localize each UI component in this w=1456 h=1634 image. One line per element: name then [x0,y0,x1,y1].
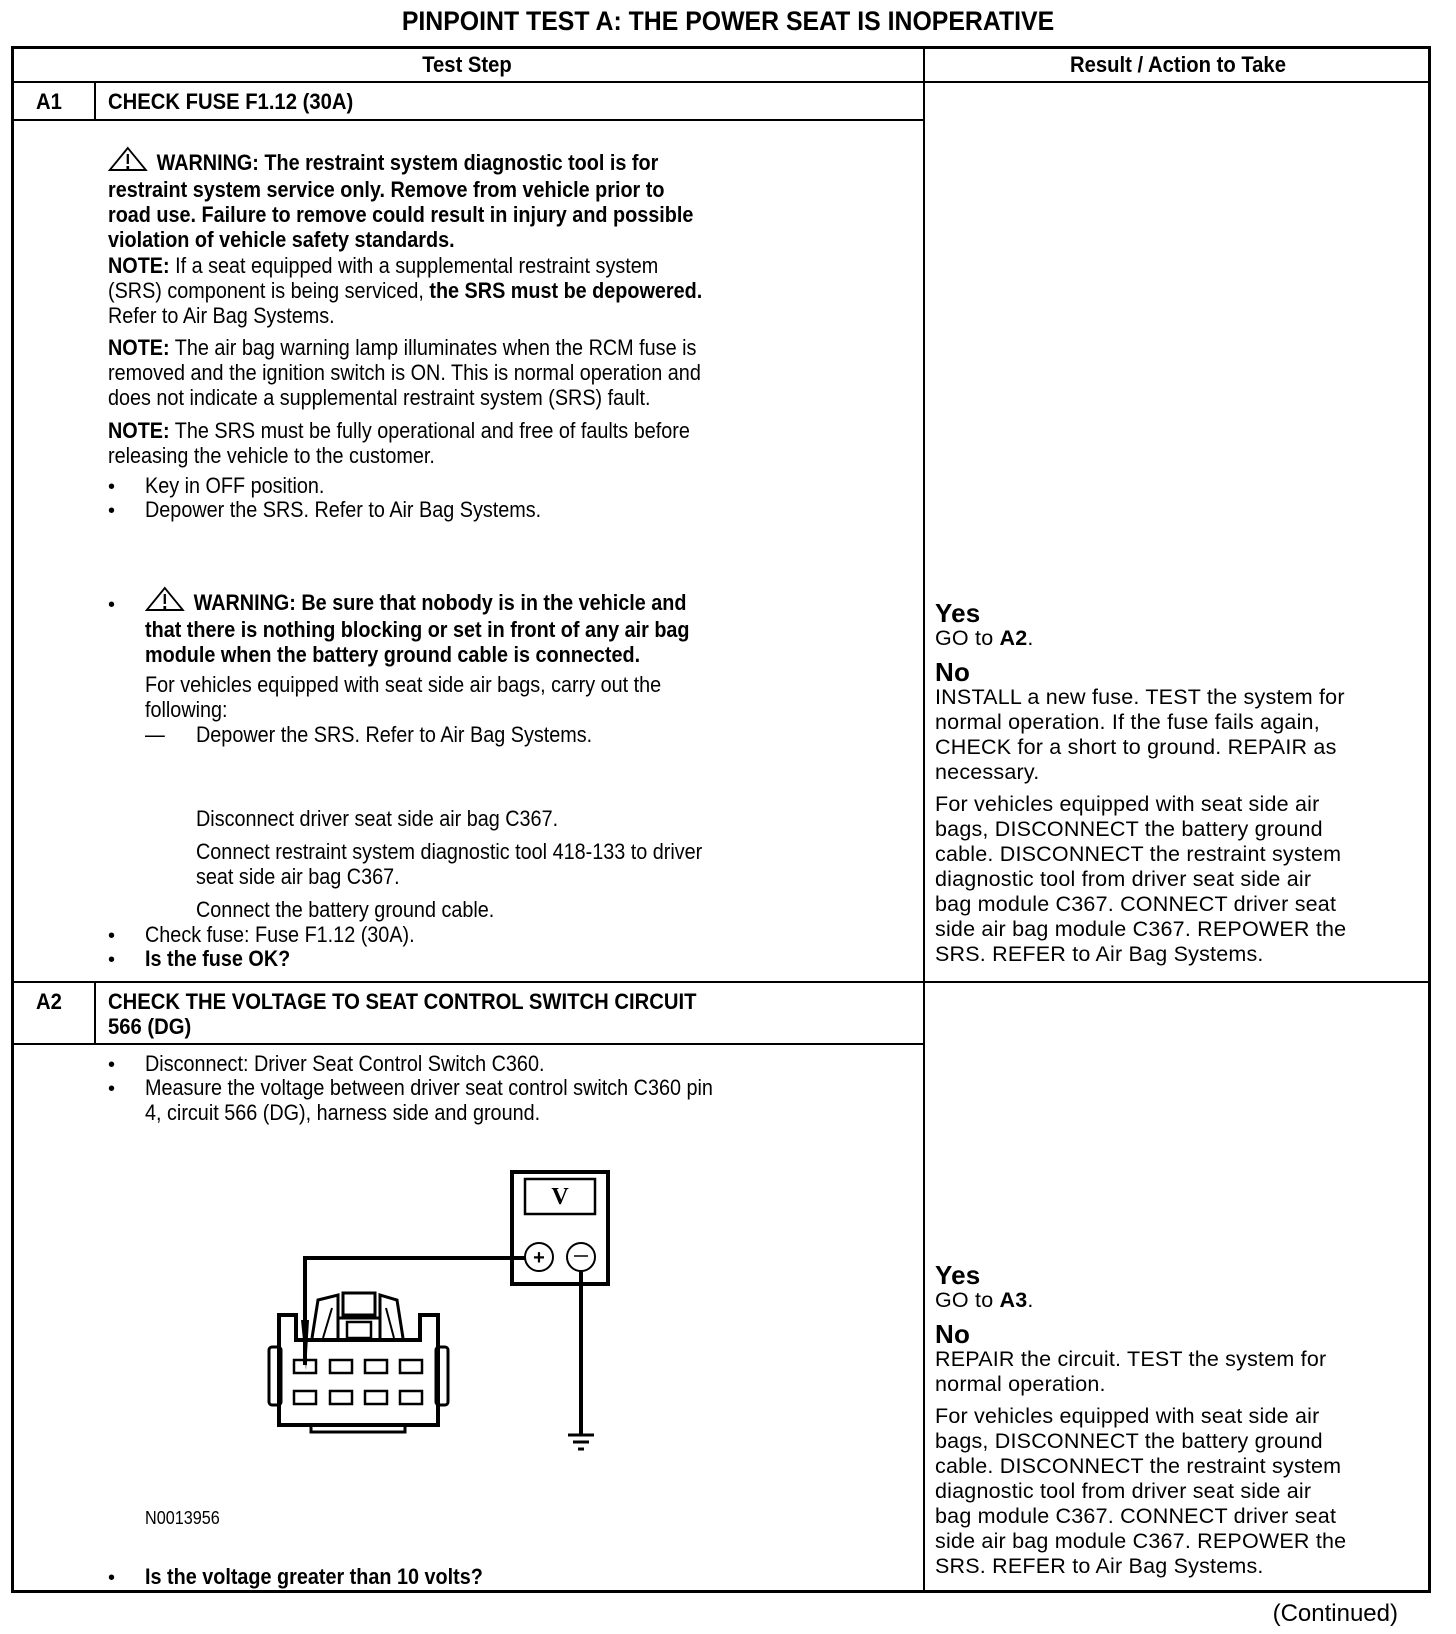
step-item: Check fuse: Fuse F1.12 (30A). [145,922,415,947]
step-title-a1: CHECK FUSE F1.12 (30A) [108,89,354,114]
bullet-dot: • [108,1054,116,1076]
result-no-action: INSTALL a new fuse. TEST the system for normal operation. If the fuse fails again, CHECK for a short to ground. REPAIR as necessary. [935,685,1345,784]
step-item: Disconnect: Driver Seat Control Switch C360. [145,1051,545,1076]
connector-c360-icon [269,1293,448,1432]
result-seat-side-action: For vehicles equipped with seat side air bags, DISCONNECT the battery ground cable. DISCONNECT the restraint system diagnostic tool from driver seat side air bag module C367. CONNECT driver seat side air bag module C367. REPOWER the SRS. REFER to Air Bag Systems. [935,792,1347,966]
step-id-divider-a2 [94,982,96,1044]
step-id-divider-a1 [94,82,96,120]
sub-step: Connect restraint system diagnostic tool 418-133 to driver seat side air bag C367. [196,839,703,889]
sub-step: Disconnect driver seat side air bag C367. [196,806,559,831]
note-srs-operational: NOTE: The SRS must be fully operational and free of faults before releasing the vehicle to the customer. [108,418,690,468]
a2-title-divider [11,1043,923,1045]
svg-text:V: V [551,1184,569,1210]
ground-symbol-icon [568,1435,594,1449]
warning-triangle-icon [108,146,148,177]
continued-label: (Continued) [1272,1600,1398,1627]
bullet-dot: • [108,949,116,971]
result-yes-action: GO to A2. [935,626,1034,650]
result-seat-side-action: For vehicles equipped with seat side air bags, DISCONNECT the battery ground cable. DISCONNECT the restraint system diagnostic tool from driver seat side air bag module C367. CONNECT driver seat side air bag module C367. REPOWER the SRS. REFER to Air Bag Systems. [935,1404,1347,1578]
dash-marker: — [145,722,165,747]
header-result-action: Result / Action to Take [1070,52,1286,77]
page-title: PINPOINT TEST A: THE POWER SEAT IS INOPERATIVE [401,6,1055,36]
bullet-dot: • [108,594,116,616]
step-item: Key in OFF position. [145,473,325,498]
warning-block-2: WARNING: Be sure that nobody is in the vehicle and that there is nothing blocking or set in front of any air bag module when the battery ground cable is connected. [145,586,690,667]
result-a1 [935,600,1346,967]
bullet-dot: • [108,1567,116,1589]
figure-id: N0013956 [145,1508,220,1528]
step-title-a2: CHECK THE VOLTAGE TO SEAT CONTROL SWITCH CIRCUIT 566 (DG) [108,989,697,1039]
step-item: Depower the SRS. Refer to Air Bag Systems. [145,497,542,522]
result-no-action: REPAIR the circuit. TEST the system for normal operation. [935,1347,1327,1396]
note-srs-depower: NOTE: If a seat equipped with a supplemental restraint system (SRS) component is being serviced, the SRS must be depowered. Refer to Air Bag Systems. [108,253,703,328]
dash-item: Depower the SRS. Refer to Air Bag Systems. [196,722,593,747]
seat-side-intro: For vehicles equipped with seat side air bags, carry out the following: [145,672,662,722]
result-yes-label: Yes [935,598,981,628]
bullet-dot: • [108,925,116,947]
bullet-dot: • [108,500,116,522]
result-a2 [935,1262,1346,1579]
step-id-a1: A1 [36,89,62,114]
result-yes-action: GO to A3. [935,1288,1034,1312]
step-id-a2: A2 [36,989,62,1014]
bullet-dot: • [108,476,116,498]
header-test-step: Test Step [422,52,512,77]
step-question: Is the fuse OK? [145,946,291,971]
step-item: Measure the voltage between driver seat control switch C360 pin 4, circuit 566 (DG), harness side and ground. [145,1075,713,1125]
step-question: Is the voltage greater than 10 volts? [145,1564,483,1589]
a1-title-divider [11,119,923,121]
result-no-label: No [935,657,971,687]
sub-step: Connect the battery ground cable. [196,897,495,922]
warning-triangle-icon [145,586,185,617]
svg-text:+: + [533,1247,545,1269]
result-no-label: No [935,1319,971,1349]
note-airbag-lamp: NOTE: The air bag warning lamp illuminates when the RCM fuse is removed and the ignition switch is ON. This is normal operation and does not indicate a supplemental restraint system (SRS) fault. [108,335,701,410]
header-divider [11,81,1431,83]
column-divider [923,46,925,1593]
a1-a2-divider [11,981,1431,983]
bullet-dot: • [108,1078,116,1100]
result-yes-label: Yes [935,1260,981,1290]
warning-block-1: WARNING: The restraint system diagnostic tool is for restraint system service only. Remove from vehicle prior to road use. Failure to remove could result in injury and possible violation of vehicle safety standards. [108,146,693,252]
voltmeter-connector-diagram [260,1170,640,1480]
